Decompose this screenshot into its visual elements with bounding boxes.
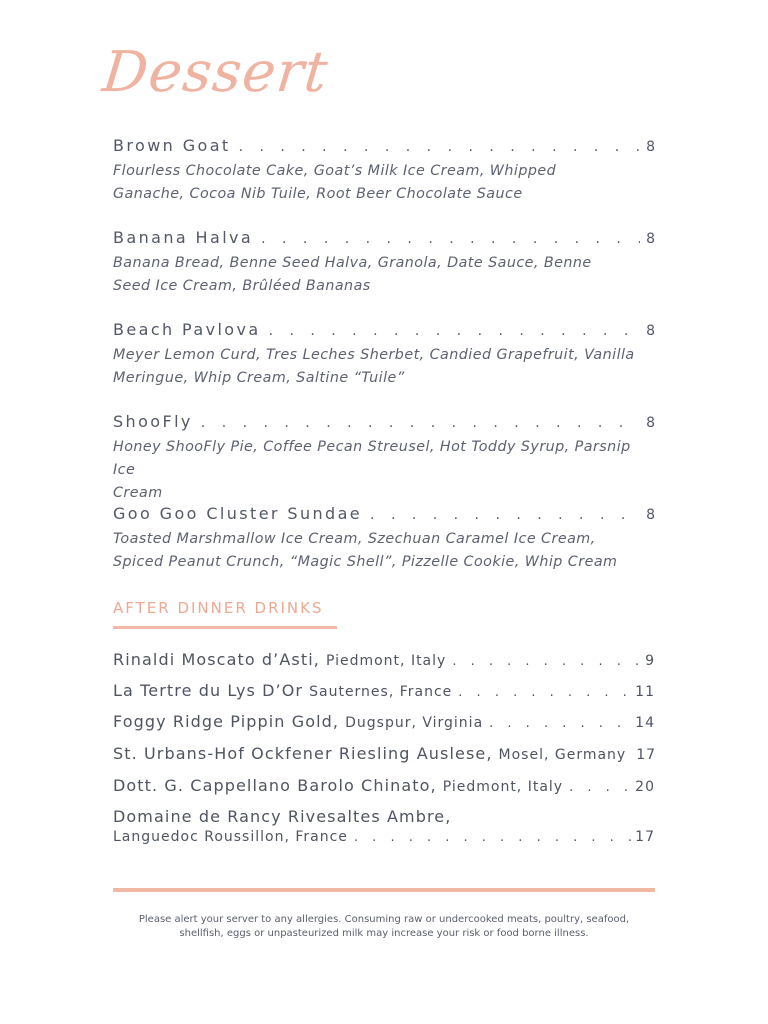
drink-region: Piedmont, Italy (325, 653, 447, 669)
drink-region: Piedmont, Italy (442, 779, 564, 795)
section-title-drinks: AFTER DINNER DRINKS (113, 599, 324, 617)
dessert-price: 8 (646, 231, 655, 247)
drink-name: La Tertre du Lys D’Or (113, 681, 304, 700)
drink-price: 14 (635, 715, 655, 731)
dessert-description: Toasted Marshmallow Ice Cream, Szechuan Caramel Ice Cream, Spiced Peanut Crunch, “Magic Shell”, Pizzelle Cookie, Whip Cream (113, 531, 618, 570)
dessert-name: Goo Goo Cluster Sundae (113, 504, 363, 523)
dessert-price: 8 (646, 323, 655, 339)
drink-item (113, 681, 655, 703)
drink-item (113, 807, 655, 849)
drink-region: Languedoc Roussillon, France (113, 829, 348, 845)
dessert-item (113, 136, 655, 206)
dessert-name: ShooFly (113, 412, 193, 431)
drink-item (113, 712, 655, 734)
footer-divider (113, 888, 655, 892)
page-title: Dessert (99, 40, 332, 105)
drink-price: 17 (635, 829, 655, 845)
dessert-description: Honey ShooFly Pie, Coffee Pecan Streusel, Hot Toddy Syrup, Parsnip Ice Cream (113, 439, 631, 501)
dessert-name: Beach Pavlova (113, 320, 261, 339)
dot-leader (489, 716, 631, 731)
drink-name: St. Urbans-Hof Ockfener Riesling Auslese, (113, 744, 493, 763)
drink-item (113, 744, 655, 766)
drink-region: Dugspur, Virginia (345, 715, 484, 731)
dot-leader (261, 231, 640, 247)
drink-region: Sauternes, France (309, 684, 453, 700)
dot-leader (370, 507, 640, 523)
dessert-price: 8 (646, 139, 655, 155)
allergy-notice: Please alert your server to any allergies. Consuming raw or undercooked meats, poultry, seafood, shellfish, eggs or unpasteurized milk may increase your risk or food borne illness. (138, 914, 630, 939)
dot-leader (569, 780, 631, 795)
dot-leader (458, 685, 631, 700)
drink-region: Mosel, Germany (498, 747, 627, 763)
drink-item (113, 776, 655, 798)
dessert-item (113, 504, 655, 574)
dessert-name: Brown Goat (113, 136, 231, 155)
dessert-price: 8 (646, 507, 655, 523)
dessert-item (113, 412, 655, 505)
drink-item (113, 650, 655, 672)
dot-leader (452, 654, 641, 669)
drink-price: 20 (635, 779, 655, 795)
drink-name: Domaine de Rancy Rivesaltes Ambre, (113, 807, 452, 826)
dessert-description: Flourless Chocolate Cake, Goat’s Milk Ice Cream, Whipped Ganache, Cocoa Nib Tuile, Root Beer Chocolate Sauce (113, 163, 557, 202)
dessert-price: 8 (646, 415, 655, 431)
dessert-item (113, 228, 655, 298)
dessert-item (113, 320, 655, 390)
drink-name: Rinaldi Moscato d’Asti, (113, 650, 320, 669)
drink-price: 9 (645, 653, 655, 669)
dot-leader (269, 323, 641, 339)
dot-leader (201, 415, 640, 431)
dessert-description: Banana Bread, Benne Seed Halva, Granola, Date Sauce, Benne Seed Ice Cream, Brûléed Bananas (113, 255, 592, 294)
drink-price: 17 (636, 747, 657, 763)
dessert-name: Banana Halva (113, 228, 254, 247)
drink-price: 11 (635, 684, 655, 700)
dessert-description: Meyer Lemon Curd, Tres Leches Sherbet, Candied Grapefruit, Vanilla Meringue, Whip Cream, Saltine “Tuile” (113, 347, 635, 386)
dot-leader (354, 830, 631, 845)
dot-leader (239, 139, 641, 155)
drink-name: Foggy Ridge Pippin Gold, (113, 712, 340, 731)
drink-name: Dott. G. Cappellano Barolo Chinato, (113, 776, 437, 795)
section-divider (113, 626, 337, 629)
